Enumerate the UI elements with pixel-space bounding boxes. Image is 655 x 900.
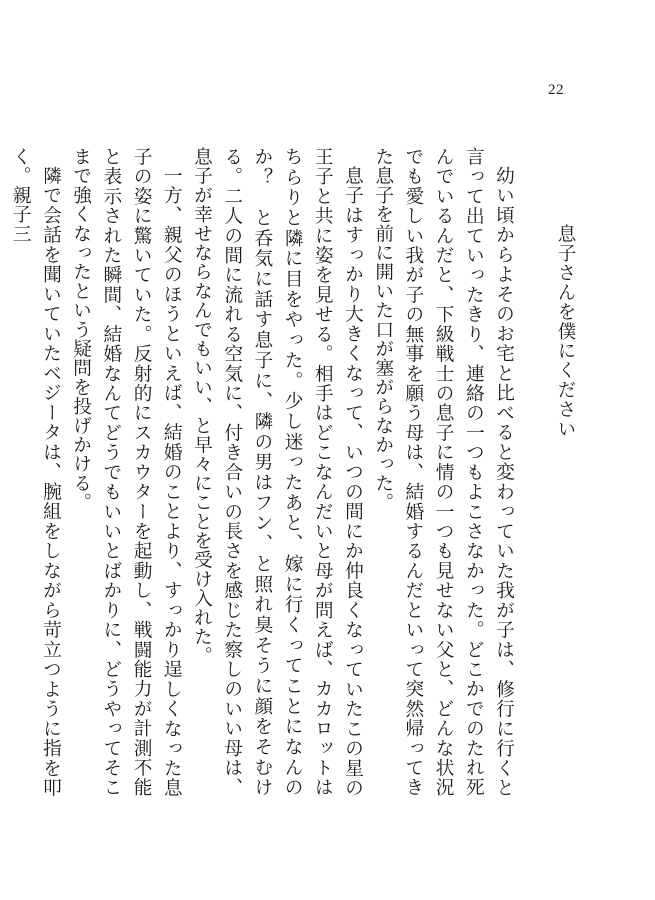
paragraph: 一方、親父のほうといえば、結婚のことより、すっかり逞しくなった息子の姿に驚いていた。反射的にスカウターを起動し、戦闘能力が計測不能と表示された瞬間、結婚なんてどうでもいいとばかりに、どうやってそこまで強くなったという疑問を投げかける。: [70, 147, 182, 797]
paragraph: 息子はすっかり大きくなって、いつの間にか仲良くなっていたこの星の王子と共に姿を見せる。相手はどこなんだいと母が問えば、カカロットはちらりと隣に目をやった。少し迷ったあと、嫁に行くってことになんのか？ と呑気に話す息子に、隣の男はフン、と照れ臭そうに顔をそむける。二人の間に流れる空気に、付き合いの長さを感じた察しのいい母は、息子が幸せならなんでもいい、と早々にことを受け入れた。: [190, 147, 363, 797]
page-number: 22: [548, 82, 564, 98]
paragraph: 隣で会話を聞いていたベジータは、腕組をしながら苛立つように指を叩く。親子三: [9, 147, 61, 797]
chapter-title: 息子さんを僕にください: [555, 224, 576, 439]
body-text: [9, 147, 518, 797]
paragraph: 幼い頃からよそのお宅と比べると変わっていた我が子は、修行に行くと言って出ていったきり、連絡の一つもよこさなかった。どこかでのたれ死んでいるんだと、下級戦士の息子に情の一つも見せない父と、どんな状況でも愛しい我が子の無事を願う母は、結婚するんだといって突然帰ってきた息子を前に開いた口が塞がらなかった。: [372, 147, 514, 797]
